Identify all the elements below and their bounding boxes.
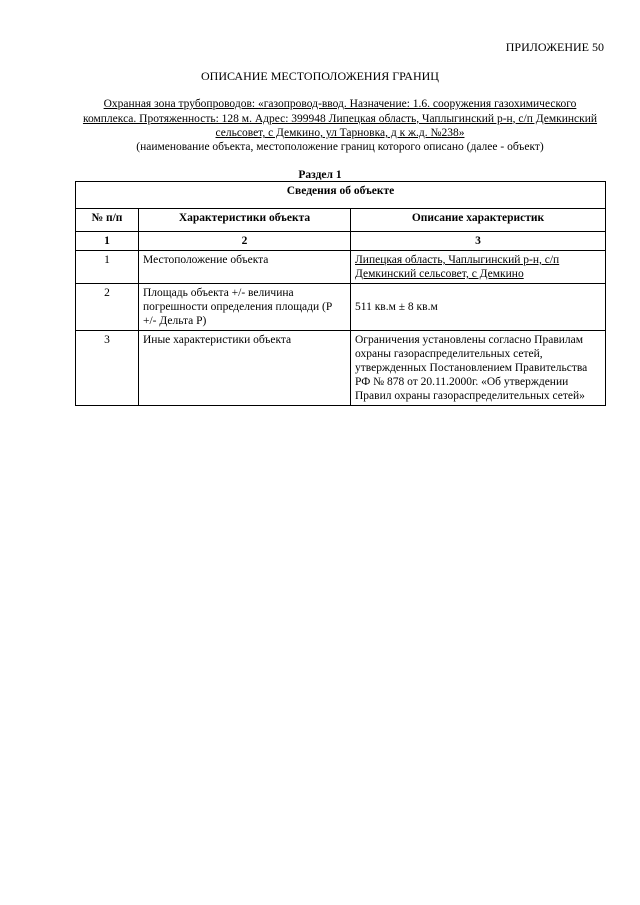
row-description: Ограничения установлены согласно Правилам охраны газораспределительных сетей, утвержденных Постановлением Правительства РФ № 878 от 20.11.2000г. «Об утверждении Правил охраны газораспределительных сетей» [351,331,606,406]
table-row [76,251,606,284]
table-row [76,284,606,331]
object-info-table [75,181,606,406]
column-number-2: 2 [139,232,351,251]
object-name-note: (наименование объекта, местоположение границ которого описано (далее - объект) [136,141,544,153]
row-number: 1 [76,251,139,284]
row-description: 511 кв.м ± 8 кв.м [351,284,606,331]
column-number-row [76,232,606,251]
row-number: 2 [76,284,139,331]
row-number: 3 [76,331,139,406]
table-row [76,331,606,406]
row-characteristic: Местоположение объекта [139,251,351,284]
column-header-number: № п/п [76,209,139,232]
table-caption-row [76,182,606,209]
column-header-description: Описание характеристик [351,209,606,232]
column-number-1: 1 [76,232,139,251]
table-header-row [76,209,606,232]
row-characteristic: Иные характеристики объекта [139,331,351,406]
appendix-label: ПРИЛОЖЕНИЕ 50 [505,40,604,54]
document-title: ОПИСАНИЕ МЕСТОПОЛОЖЕНИЯ ГРАНИЦ [201,69,439,83]
section-title: Раздел 1 [298,169,342,181]
column-header-characteristic: Характеристики объекта [139,209,351,232]
column-number-3: 3 [351,232,606,251]
table-caption: Сведения об объекте [76,182,606,209]
row-description: Липецкая область, Чаплыгинский р-н, с/п Демкинский сельсовет, с Демкино [351,251,606,284]
row-characteristic: Площадь объекта +/- величина погрешности определения площади (Р +/- Дельта Р) [139,284,351,331]
object-name: Охранная зона трубопроводов: «газопровод-ввод. Назначение: 1.6. сооружения газохимического комплекса. Протяженность: 128 м. Адрес: 399948 Липецкая область, Чаплыгинский р-н, с/п Демкинский сельсовет, с Демкино, ул Тарновка, д к ж.д. №238» [82,98,598,139]
